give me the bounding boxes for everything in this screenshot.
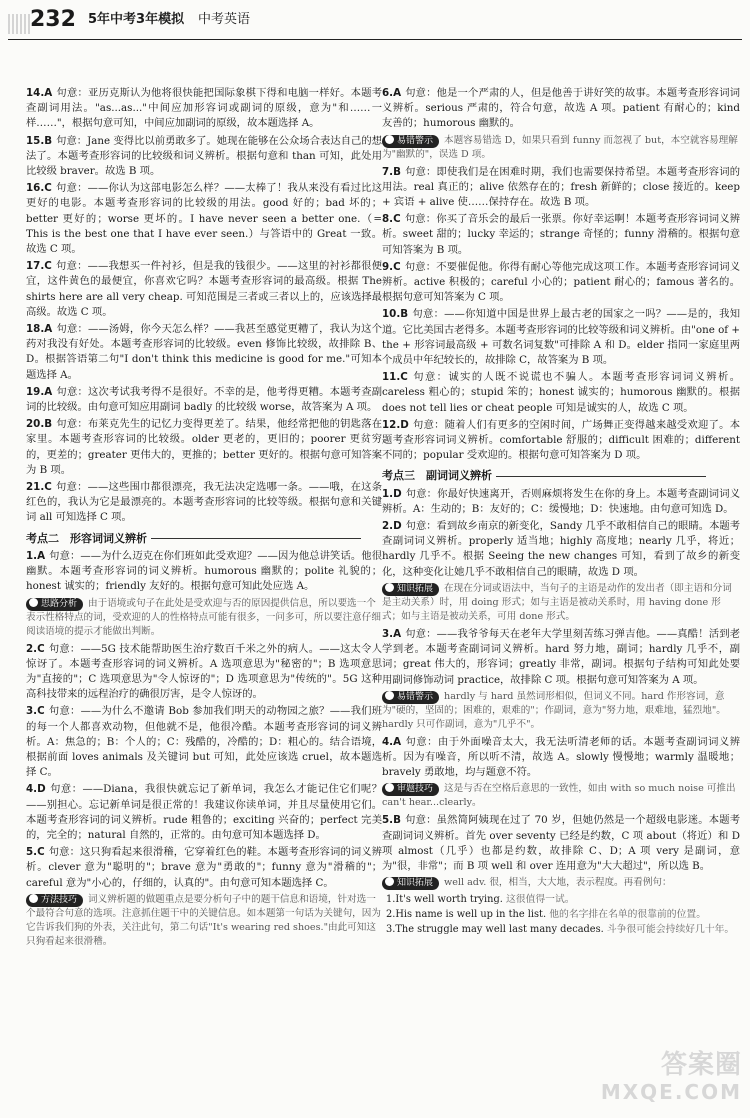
tip-icon <box>385 583 394 592</box>
answer-item <box>26 134 382 180</box>
answer-item <box>382 86 740 132</box>
answer-number: 4.A <box>382 735 402 748</box>
header-rule <box>8 39 742 40</box>
answer-number: 9.C <box>382 260 401 273</box>
answer-item <box>382 307 740 368</box>
answer-text: 句意：他是一个严肃的人，但是他善于讲好笑的故事。本题考查形容词词义辨析。serious 严肃的，符合句意，故选 A 项。patient 有耐心的；kind 友善的；humorous 幽默的。 <box>382 87 740 130</box>
answer-number: 6.A <box>382 87 402 99</box>
subject-label: 中考英语 <box>198 12 251 27</box>
answer-number: 3.A <box>382 627 402 640</box>
answer-text: 句意：由于外面噪音太大，我无法听清老师的话。本题考查副词词义辨析。因为有噪音，所以听不清，故选 A。slowly 慢慢地；warmly 温暖地；bravely 勇敢地，均与题意不符。 <box>382 735 740 779</box>
answer-item <box>26 259 382 320</box>
example-sentence: 1.It's well worth trying. 这很值得一试。 <box>386 894 575 906</box>
answer-text: 句意：——5G 技术能帮助医生治疗数百千米之外的病人。——这太令人惊讶了。本题考查形容词的词义辨析。A 选项意思为"秘密的"；B 选项意思为"直接的"；C 选项意思为"令人惊讶的"；D 选项意思为"传统的"。5G 这种高科技带来的远程治疗的确很厉害，是令人惊讶的。 <box>26 642 382 701</box>
answer-item <box>382 418 740 464</box>
answer-text: 句意：亚历克斯认为他将很快能把国际象棋下得和电脑一样好。本题考查副词用法。"as...as..."中间应加形容词或副词的原级，意为"和……一样……"，根据句意可知，中间应加副词的原级，故本题选择 A。 <box>26 87 382 130</box>
tip-box: 方法技巧 词义辨析题的做题重点是要分析句子中的题干信息和语境，针对选一个最符合句意的选项。注意抓住题干中的关键信息。如本题第一句话为关键句，因为它告诉我们狗的外表，关注此句，第二句话"It's wearing red shoes."由此可知这只狗看起来很滑稽。 <box>26 893 381 947</box>
answer-number: 1.A <box>26 549 46 562</box>
answer-item <box>26 322 382 383</box>
answer-number: 7.B <box>382 165 401 178</box>
answer-number: 20.B <box>26 418 53 431</box>
answer-item <box>26 782 382 843</box>
answer-item <box>26 704 382 780</box>
answer-number: 3.C <box>26 705 45 718</box>
answer-text: 句意：这次考试我考得不是很好。不幸的是，他考得更糟。本题考查副词的比较级。由句意可知应用副词 badly 的比较级 worse，故答案为 A 项。 <box>26 385 382 414</box>
page-header <box>8 4 742 40</box>
answer-number: 18.A <box>26 323 53 336</box>
answer-item <box>382 735 740 781</box>
answer-text: 句意：不要催促他。你得有耐心等他完成这项工作。本题考查形容词词义辨析。active 积极的；careful 小心的；patient 耐心的；famous 著名的。根据句意可知答案为 C 项。 <box>382 260 740 304</box>
tip-box: 知识拓展 well adv. 很，相当，大大地，表示程度。再看例句： <box>382 876 740 890</box>
tip-icon <box>29 894 38 903</box>
answer-text: 句意：虽然简阿姨现在过了 70 岁，但她仍然是一个超级电影迷。本题考查副词词义辨析。首先 over seventy 已经是约数，C 项 about（将近）和 D 项 almost（几乎）也都是约数，故排除 C、D；A 项 very 是副词，意为"很，非常"；而 B 项 well 和 over 连用意为"大大超过"，所以选 B。 <box>382 814 740 872</box>
page-number: 232 <box>30 7 76 32</box>
answer-number: 2.C <box>26 642 45 655</box>
answer-text: 句意：你买了音乐会的最后一张票。你好幸运啊！本题考查形容词词义辨析。sweet 甜的；lucky 幸运的；strange 奇怪的；funny 滑稽的。根据句意可知答案为 B 项。 <box>382 213 740 256</box>
tip-box: 审题技巧 这是与否在空格后意思的一致性，如由 with so much noise 可推出 can't hear...clearly。 <box>382 783 736 809</box>
answer-text: 句意：你最好快速离开，否则麻烦将发生在你的身上。本题考查副词词义辨析。A：生动的；B：友好的；C：缓慢地；D：快速地。由句意可知选 D。 <box>382 487 740 515</box>
answer-number: 19.A <box>26 385 53 398</box>
header-decoration <box>8 14 30 34</box>
answer-item <box>26 642 382 703</box>
tip-icon <box>385 783 394 792</box>
answer-item <box>26 845 382 891</box>
answer-number: 12.D <box>382 418 409 431</box>
tip-box: 易错警示 hardly 与 hard 虽然词形相似，但词义不同。hard 作形容词，意为"硬的，坚固的；困难的，艰难的"；作副词，意为"努力地，艰难地，猛烈地"。hardly 只可作副词，意为"几乎不"。 <box>382 690 726 730</box>
answer-text: 句意：诚实的人既不说谎也不骗人。本题考查形容词词义辨析。careless 粗心的；stupid 笨的；honest 诚实的；humorous 幽默的。根据 does not tell lies or cheat people 可知是诚实的人，故选 C 项。 <box>382 371 740 414</box>
answer-item <box>26 549 382 595</box>
answer-item <box>382 212 740 258</box>
answer-text: 句意：——汤姆，你今天怎么样？——我甚至感觉更糟了，我认为这个药对我没有好处。本题考查形容词的比较级。even 修饰比较级，故排除 B、D。根据答语第二句"I don't think this medicine is good for me."可知本题选择 A。 <box>26 323 382 381</box>
answer-text: 句意：Jane 变得比以前勇敢多了。她现在能够在公众场合表达自己的想法了。本题考查形容词的比较级和词义辨析。根据句意和 than 可知，此处用比较级 braver。故选 B 项。 <box>26 134 382 178</box>
answer-item <box>382 487 740 517</box>
answer-text: 句意：布莱克先生的记忆力变得更差了。结果，他经常把他的钥匙落在家里。本题考查形容词的比较级。older 更老的，更旧的；poorer 更贫穷的，更差的；greater 更伟大的，更推的；better 更好的。根据句意可知答案为 B 项。 <box>26 418 382 476</box>
answer-text: 句意：——我爷爷每天在老年大学里刻苦练习弹吉他。——真酷！活到老学到老。本题考查副词词义辨析。hard 努力地，副词；hardly 几乎不，副词；great 伟大的，形容词；greatly 非常，副词。根据句子结构可知此处要用副词修饰动词 practice，故排除 C 项。根据句意可知答案为 A 项。 <box>382 627 740 686</box>
watermark-logo: 答案圈 MXQE.COM <box>600 1050 742 1104</box>
answer-text: 句意：——你知道中国是世界上最古老的国家之一吗？——是的，我知道。它比美国古老得多。本题考查形容词的比较等级和词义辨析。由"one of + the + 形容词最高级 + 可数名词复数"可排除 A 和 D。elder 指同一家庭里两个成员中年纪较长的，故排除 C，故答案为 B 项。 <box>382 308 740 367</box>
answer-item <box>382 165 740 211</box>
answer-text: 句意：这只狗看起来很滑稽，它穿着红色的鞋。本题考查形容词的词义辨析。clever 意为"聪明的"；brave 意为"勇敢的"；funny 意为"滑稽的"；careful 意为"小心的，仔细的，认真的"。由句意可知本题选择 C。 <box>26 846 382 889</box>
answer-item <box>26 480 382 526</box>
book-title: 5年中考3年模拟 <box>88 12 185 27</box>
left-column <box>26 86 382 952</box>
answer-text: 句意：——为什么不邀请 Bob 参加我们明天的动物园之旅？——我们班的每一个人都喜欢动物，但他就不是，他很冷酷。本题考查形容词的词义辨析。A：焦急的；B：个人的；C：残酷的，冷酷的；D：粗心的。结合语境，根据前面 loves animals 及关键词 but 可知，此处应该选 cruel，故本题选择 C。 <box>26 705 382 779</box>
answer-text: 句意：——这些围巾都很漂亮，我无法决定选哪一条。——哦，在这条红色的，我认为它是最漂亮的。本题考查形容词的比较等级。根据句意和关键词 all 可知选择 C 项。 <box>26 481 382 524</box>
answer-number: 2.D <box>382 520 402 533</box>
answer-text: 句意：——为什么迈克在你们班如此受欢迎？——因为他总讲笑话。他很幽默。本题考查形容词的词义辨析。humorous 幽默的；polite 礼貌的；honest 诚实的；friendly 友好的。根据句意可知此处应选 A。 <box>26 549 382 593</box>
answer-number: 21.C <box>26 481 52 494</box>
answer-text: 句意：——Diana，我很快就忘记了新单词，我怎么才能记住它们呢？——别担心。忘记新单词是很正常的！我建议你读单词，并且尽量使用它们。本题考查形容词的词义辨析。rude 粗鲁的；exciting 兴奋的；perfect 完美的，完全的；natural 自然的，正常的。由句意可知本题选择 D。 <box>26 783 382 841</box>
answer-number: 17.C <box>26 260 52 273</box>
answer-number: 1.D <box>382 487 402 500</box>
tip-icon <box>385 691 394 700</box>
tip-box: 易错警示 本题容易错选 D，如果只看到 funny 而忽视了 but，本空就容易理解为"幽默的"，误选 D 项。 <box>382 134 738 160</box>
answer-text: 句意：即使我们是在困难时期，我们也需要保持希望。本题考查形容词的用法。real 真正的；alive 依然存在的；fresh 新鲜的；close 接近的。keep + 宾语 + alive 使……保持存在。故选 B 项。 <box>382 165 740 209</box>
answer-item <box>382 813 740 874</box>
answer-item <box>382 370 740 416</box>
section-title: 考点三 副词词义辨析 <box>382 468 740 483</box>
tip-box: 思路分析 由于语境或句子在此处是受欢迎与否的原因提供信息，所以要选一个表示性格特点的词，受欢迎的人的性格特点可能有很多，一问多可，所以要注意仔细阅读语境的提示才能做出判断。 <box>26 597 381 637</box>
tip-icon <box>29 598 38 607</box>
answer-item <box>382 627 740 688</box>
answer-item <box>382 260 740 306</box>
answer-number: 5.B <box>382 814 401 827</box>
answer-item <box>382 519 740 580</box>
answer-number: 4.D <box>26 783 46 796</box>
answer-number: 16.C <box>26 182 52 195</box>
answer-item <box>26 417 382 478</box>
answer-text: 句意：随着人们有更多的空闲时间，广场舞正变得越来越受欢迎了。本题考查形容词词义辨析。comfortable 舒服的；difficult 困难的；different 不同的；popular 受欢迎的。根据句意可知答案为 D 项。 <box>382 418 740 462</box>
section-title: 考点二 形容词词义辨析 <box>26 531 382 546</box>
answer-item <box>26 385 382 415</box>
answer-number: 15.B <box>26 134 53 147</box>
right-column <box>382 86 740 938</box>
answer-item <box>26 181 382 257</box>
answer-text: 句意：——我想买一件衬衫，但是我的钱很少。——这里的衬衫都很便宜，这件黄色的最便宜，你喜欢它吗？本题考查形容词的最高级。根据 The shirts here are all very cheap. 可知范围是三者或三者以上的，应该选择最高级。故选 C 项。 <box>26 260 382 318</box>
answer-number: 10.B <box>382 308 409 321</box>
answer-number: 14.A <box>26 87 53 99</box>
answer-number: 5.C <box>26 846 45 859</box>
tip-box: 知识拓展 在现在分词或语法中，当句子的主语是动作的发出者（即主语和分词是主动关系）时，用 doing 形式；如与主语是被动关系时，用 having done 形式；如与主语是被动关系，可用 done 形式。 <box>382 582 732 622</box>
answer-text: 句意：——你认为这部电影怎么样？——太棒了！我从来没有看过比这更好的电影。本题考查形容词的比较级的用法。good 好的；bad 坏的；better 更好的；worse 更坏的。I have never seen a better one.（= This is the best one that I have ever seen.）与答语中的 Great 一致。故选 C 项。 <box>26 182 382 256</box>
tip-icon <box>385 135 394 144</box>
answer-text: 句意：看到故乡南京的新变化，Sandy 几乎不敢相信自己的眼睛。本题考查副词词义辨析。properly 适当地；highly 高度地；nearly 几乎，将近；hardly 几乎不。根据 Seeing the new changes 可知，看到了故乡的新变化，这种变化让她几乎不敢相信自己的眼睛，故选 D 项。 <box>382 520 740 578</box>
answer-number: 8.C <box>382 213 401 226</box>
example-sentence: 3.The struggle may well last many decades. 斗争很可能会持续好几十年。 <box>386 924 735 936</box>
example-sentence: 2.His name is well up in the list. 他的名字排在名单的很靠前的位置。 <box>386 909 706 921</box>
answer-number: 11.C <box>382 371 408 384</box>
answer-item <box>26 86 382 132</box>
tip-icon <box>385 877 394 886</box>
